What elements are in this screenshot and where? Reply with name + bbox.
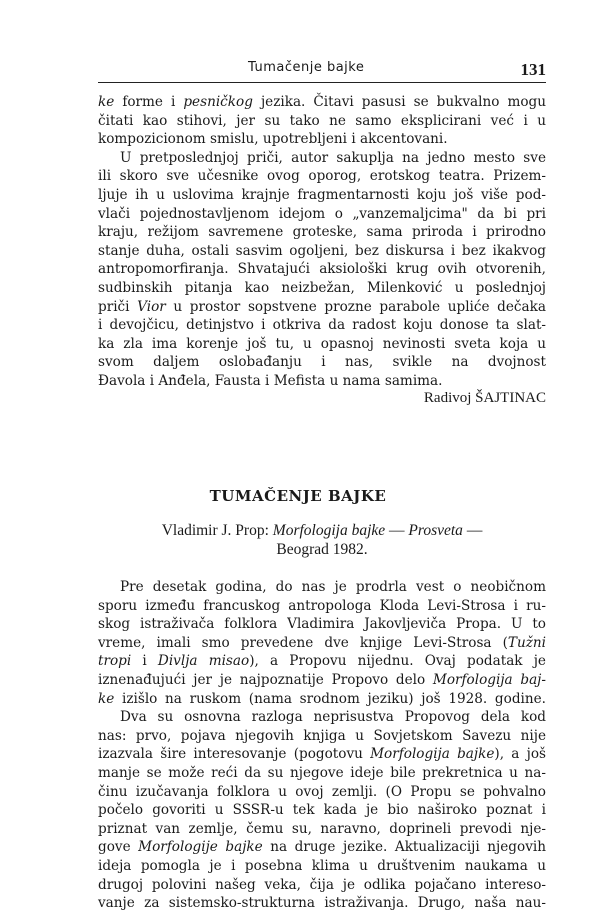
- text-line: [98, 149, 546, 168]
- text-segment: svom daljem oslobađanju i nas, svikle na dvojnost: [98, 354, 546, 371]
- citation-line-1: [98, 521, 546, 540]
- citation-author: Vladimir J. Prop:: [161, 522, 273, 539]
- text-line: [98, 279, 546, 298]
- text-segment: nas: prvo, pojava njegovih knjiga u Sovjetskom Savezu nije: [98, 727, 546, 744]
- text-segment: Pre desetak godina, do nas je prodrla vest o neobičnom: [120, 579, 546, 595]
- text-line: [98, 820, 546, 839]
- review2-title: TUMAČENJE BAJKE: [209, 487, 387, 505]
- text-segment: skog istraživača folklora Vladimira Jakovljeviča Propa. U to: [98, 616, 546, 633]
- italic-segment: Tužni: [507, 634, 546, 651]
- text-line: [98, 372, 546, 391]
- citation-book-title: Morfologija bajke: [272, 522, 386, 539]
- text-segment: jezika. Čitavi pasusi se bukvalno mogu: [252, 94, 546, 110]
- italic-segment: Morfologija bajke: [370, 746, 495, 763]
- citation-end: —: [462, 522, 483, 539]
- text-segment: ideja pomogla je i posebna klima u društvenim naukama u: [98, 857, 546, 874]
- text-segment: na druge jezike. Aktualizaciji njegovih: [262, 839, 546, 856]
- citation-separator: —: [385, 522, 409, 539]
- review2-body: [98, 578, 546, 913]
- italic-segment: tropi: [98, 653, 132, 670]
- text-segment: antropomorfiranja. Shvatajući aksiološki krug ovih otvorenih,: [98, 261, 546, 278]
- text-line: [98, 634, 546, 653]
- text-line: [98, 167, 546, 186]
- page-number: 131: [520, 60, 546, 79]
- text-line: [98, 801, 546, 820]
- text-line: [98, 857, 546, 876]
- text-segment: iznenađujući jer je najpoznatije Propovo delo: [98, 671, 433, 688]
- text-line: [98, 130, 546, 149]
- text-line: [98, 298, 546, 317]
- text-line: [98, 223, 546, 242]
- text-line: [98, 93, 546, 112]
- text-segment: forme i: [114, 94, 184, 110]
- text-segment: počelo govoriti u SSSR-u tek kada je bio naširoko poznat i: [98, 802, 546, 819]
- text-line: [98, 578, 546, 597]
- text-segment: sporu između francuskog antropologa Kloda Levi-Strosa i ru-: [98, 597, 546, 614]
- text-line: [98, 353, 546, 372]
- text-segment: manje se može reći da su njegove ideje bile prekretnica u na-: [98, 764, 546, 781]
- text-segment: Dva su osnovna razloga neprisustva Propovog dela kod: [120, 709, 546, 726]
- italic-segment: Vior: [137, 298, 166, 315]
- text-line: [98, 260, 546, 279]
- citation-line-2: Beograd 1982.: [276, 541, 368, 558]
- text-line: [98, 876, 546, 895]
- text-segment: ), a Propovu nijednu. Ovaj podatak je: [249, 653, 546, 670]
- text-segment: gove: [98, 839, 139, 856]
- text-segment: i devojčicu, detinjstvo i otkriva da radost koju donose ta slat-: [98, 317, 546, 334]
- review2-citation: [98, 521, 546, 559]
- text-segment: stanje duha, ostali sasvim ogoljeni, bez diskursa i bez ikakvog: [98, 242, 546, 259]
- citation-publisher: Prosveta: [408, 522, 463, 539]
- page-header: [98, 58, 546, 83]
- text-segment: kraju, režijom savremene groteske, sama priroda i prirodno: [98, 224, 546, 241]
- text-line: [98, 335, 546, 354]
- text-segment: kompozicionom smislu, upotrebljeni i akcentovani.: [98, 131, 448, 148]
- text-segment: i: [131, 653, 158, 670]
- text-line: [98, 671, 546, 690]
- italic-segment: Divlja misao: [157, 653, 250, 670]
- text-segment: činu izučavanja folklora u ovoj zemlji. (O Propu se pohvalno: [98, 783, 546, 800]
- text-segment: čitati kao stihovi, jer su tako ne samo eksplicirani već i u: [98, 112, 546, 129]
- text-line: [98, 316, 546, 335]
- text-line: [98, 838, 546, 857]
- text-segment: u prostor sopstvene prozne parabole upliće dečaka: [165, 298, 546, 315]
- text-segment: vanje za sistemsko-strukturna istraživanja. Drugo, naša nau-: [98, 895, 546, 912]
- text-segment: Đavola i Anđela, Fausta i Mefista u nama samima.: [98, 372, 443, 389]
- running-title: Tumačenje bajke: [248, 60, 365, 75]
- text-segment: drugoj polovini našeg veka, čija je odlika pojačano intereso-: [98, 876, 546, 893]
- text-segment: sudbinskih pitanja kao neizbežan, Milenković u poslednjoj: [98, 279, 546, 296]
- text-segment: ), a još: [494, 746, 547, 763]
- italic-segment: pesničkog: [183, 94, 253, 110]
- text-segment: U pretposlednjoj priči, autor sakuplja na jedno mesto sve: [120, 149, 546, 166]
- text-line: [98, 205, 546, 224]
- italic-segment: Morfologija baj-: [432, 671, 546, 688]
- text-line: [98, 186, 546, 205]
- text-line: [98, 112, 546, 131]
- text-line: [98, 615, 546, 634]
- text-line: [98, 242, 546, 261]
- text-segment: priznat van zemlje, čemu su, naravno, doprineli prevodi nje-: [98, 820, 546, 837]
- review1-body: [98, 93, 546, 391]
- italic-segment: ke: [98, 690, 115, 707]
- text-line: [98, 690, 546, 709]
- text-line: [98, 894, 546, 913]
- review1-signature: Radivoj ŠAJTINAC: [423, 390, 546, 406]
- text-segment: vlači pojednostavljenom idejom o „vanzemaljcima" da bi pri: [98, 205, 546, 222]
- text-line: [98, 727, 546, 746]
- text-line: [98, 783, 546, 802]
- text-line: [98, 764, 546, 783]
- text-line: [98, 597, 546, 616]
- text-line: [98, 745, 546, 764]
- text-segment: ljuje ih u uslovima krajnje fragmentarnosti koju još više pod-: [98, 186, 546, 203]
- text-segment: ili skoro sve učesnike ovog oporog, erotskog teatra. Prizem-: [98, 168, 546, 185]
- italic-segment: ke: [98, 94, 115, 110]
- italic-segment: Morfologije bajke: [138, 839, 263, 856]
- text-segment: priči: [98, 298, 138, 315]
- text-segment: ka zla ima korenje još tu, u opasnoj nevinosti sveta koja u: [98, 335, 546, 352]
- text-line: [98, 652, 546, 671]
- text-segment: izazvala šire interesovanje (pogotovu: [98, 746, 371, 763]
- text-segment: vreme, imali smo prevedene dve knjige Levi-Strosa (: [98, 634, 508, 651]
- text-line: [98, 708, 546, 727]
- text-segment: izišlo na ruskom (nama srodnom jeziku) još 1928. godine.: [114, 690, 546, 707]
